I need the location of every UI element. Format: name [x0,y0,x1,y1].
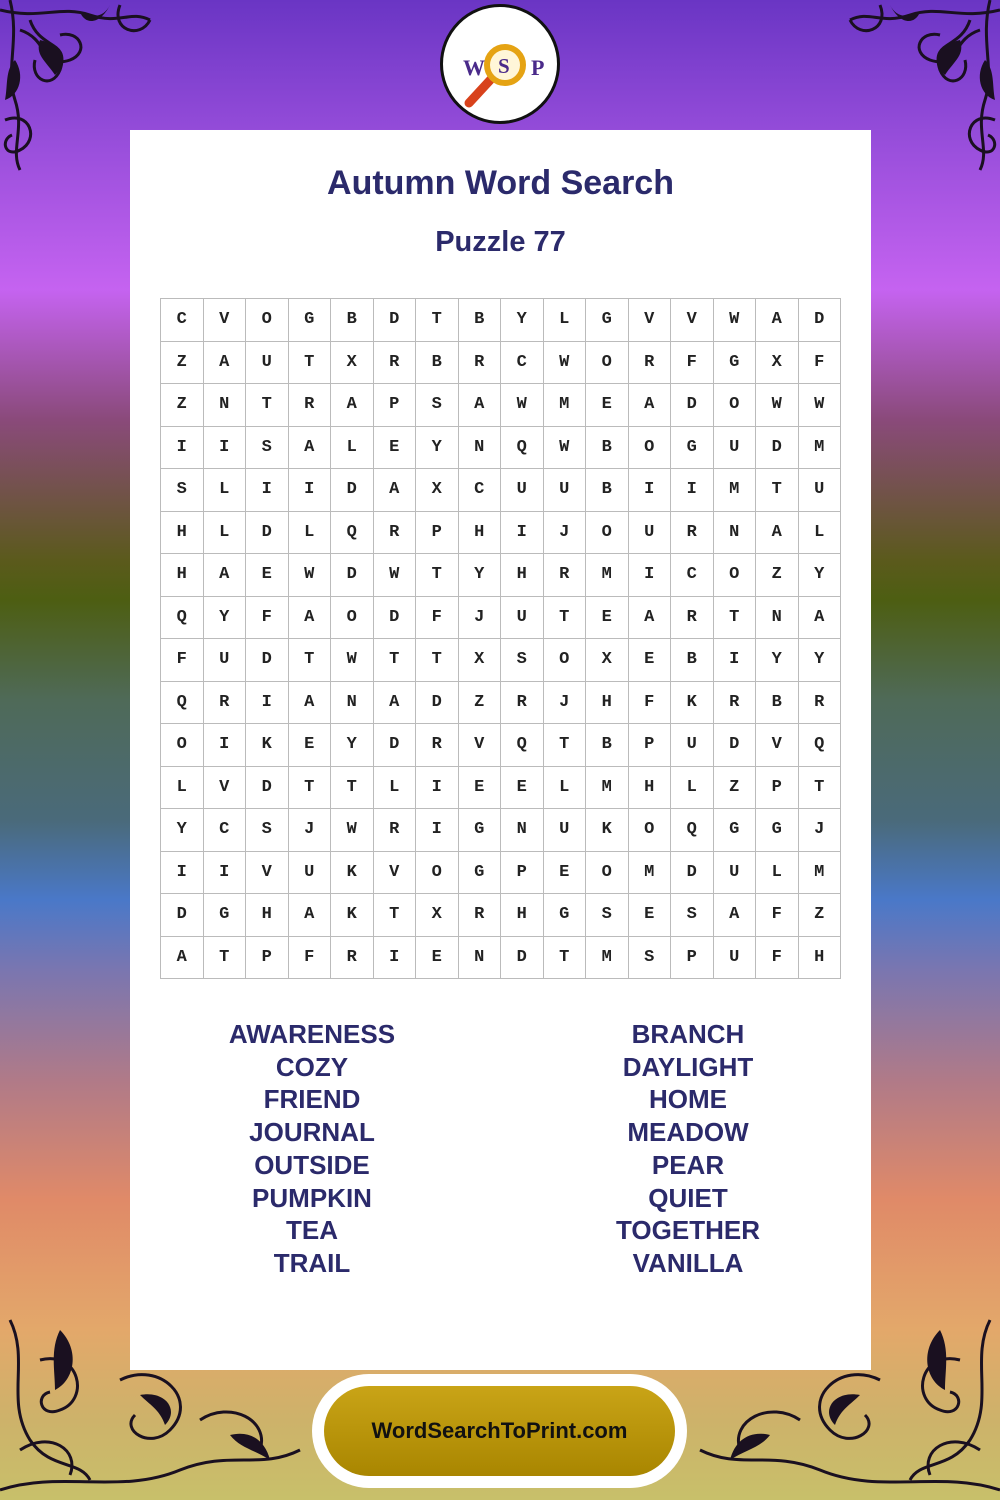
grid-cell[interactable]: O [586,512,629,555]
grid-cell[interactable]: X [416,894,459,937]
grid-cell[interactable]: A [629,384,672,427]
grid-cell[interactable]: C [204,809,247,852]
grid-cell[interactable]: C [671,554,714,597]
grid-cell[interactable]: D [501,937,544,980]
grid-cell[interactable]: V [246,852,289,895]
grid-cell[interactable]: I [416,767,459,810]
grid-cell[interactable]: F [629,682,672,725]
grid-cell[interactable]: D [246,512,289,555]
grid-cell[interactable]: F [671,342,714,385]
grid-cell[interactable]: U [629,512,672,555]
grid-cell[interactable]: S [586,894,629,937]
grid-cell[interactable]: F [756,894,799,937]
grid-cell[interactable]: W [331,809,374,852]
grid-cell[interactable]: R [671,512,714,555]
grid-cell[interactable]: W [714,299,757,342]
grid-cell[interactable]: T [246,384,289,427]
grid-cell[interactable]: E [374,427,417,470]
grid-cell[interactable]: B [586,469,629,512]
grid-cell[interactable]: D [756,427,799,470]
grid-cell[interactable]: G [459,809,502,852]
grid-cell[interactable]: I [416,809,459,852]
grid-cell[interactable]: A [756,512,799,555]
grid-cell[interactable]: A [289,597,332,640]
grid-cell[interactable]: C [161,299,204,342]
grid-cell[interactable]: T [756,469,799,512]
grid-cell[interactable]: U [289,852,332,895]
grid-cell[interactable]: I [671,469,714,512]
grid-cell[interactable]: P [374,384,417,427]
grid-cell[interactable]: E [501,767,544,810]
wsp-logo[interactable] [440,4,560,124]
grid-cell[interactable]: A [799,597,842,640]
grid-cell[interactable]: M [586,554,629,597]
grid-cell[interactable]: J [289,809,332,852]
grid-cell[interactable]: R [204,682,247,725]
grid-cell[interactable]: A [289,427,332,470]
grid-cell[interactable]: A [204,342,247,385]
grid-cell[interactable]: Y [161,809,204,852]
grid-cell[interactable]: L [204,469,247,512]
grid-cell[interactable]: R [629,342,672,385]
grid-cell[interactable]: D [374,299,417,342]
grid-cell[interactable]: O [544,639,587,682]
grid-cell[interactable]: J [459,597,502,640]
grid-cell[interactable]: O [331,597,374,640]
grid-cell[interactable]: R [374,809,417,852]
grid-cell[interactable]: G [671,427,714,470]
grid-cell[interactable]: L [204,512,247,555]
grid-cell[interactable]: A [204,554,247,597]
grid-cell[interactable]: B [416,342,459,385]
grid-cell[interactable]: I [501,512,544,555]
grid-cell[interactable]: S [671,894,714,937]
grid-cell[interactable]: T [331,767,374,810]
word-item: MEADOW [627,1117,749,1148]
grid-cell[interactable]: Z [161,342,204,385]
grid-cell[interactable]: T [289,767,332,810]
grid-cell[interactable]: G [544,894,587,937]
grid-cell[interactable]: E [586,597,629,640]
word-list-left [162,1018,462,1280]
grid-cell[interactable]: W [289,554,332,597]
grid-cell[interactable]: D [331,554,374,597]
grid-cell[interactable]: Q [799,724,842,767]
grid-cell[interactable]: V [204,299,247,342]
grid-cell[interactable]: L [799,512,842,555]
grid-cell[interactable]: T [204,937,247,980]
grid-cell[interactable]: W [544,427,587,470]
grid-cell[interactable]: A [374,469,417,512]
grid-cell[interactable]: Y [331,724,374,767]
grid-cell[interactable]: L [289,512,332,555]
word-item: AWARENESS [228,1019,396,1049]
grid-cell[interactable]: M [714,469,757,512]
grid-cell[interactable]: S [246,427,289,470]
grid-cell[interactable]: D [374,597,417,640]
grid-cell[interactable]: R [671,597,714,640]
grid-cell[interactable]: R [501,682,544,725]
grid-cell[interactable]: W [501,384,544,427]
grid-cell[interactable]: M [586,937,629,980]
puzzle-card [130,130,871,1370]
grid-cell[interactable]: S [246,809,289,852]
grid-cell[interactable]: R [459,894,502,937]
grid-cell[interactable]: I [161,427,204,470]
grid-cell[interactable]: T [289,342,332,385]
grid-cell[interactable]: D [714,724,757,767]
grid-cell[interactable]: H [459,512,502,555]
grid-cell[interactable]: N [756,597,799,640]
grid-cell[interactable]: Q [501,427,544,470]
grid-cell[interactable]: J [799,809,842,852]
grid-cell[interactable]: L [544,767,587,810]
grid-cell[interactable]: K [671,682,714,725]
grid-cell[interactable]: Z [714,767,757,810]
grid-cell[interactable]: W [544,342,587,385]
grid-cell[interactable]: R [289,384,332,427]
grid-cell[interactable]: B [671,639,714,682]
grid-cell[interactable]: H [161,554,204,597]
grid-cell[interactable]: X [756,342,799,385]
grid-cell[interactable]: U [714,937,757,980]
word-item: JOURNAL [249,1117,375,1148]
grid-cell[interactable]: D [374,724,417,767]
grid-cell[interactable]: D [671,384,714,427]
letter-grid [160,298,841,979]
grid-cell[interactable]: R [544,554,587,597]
grid-cell[interactable]: O [714,554,757,597]
word-item: TOGETHER [616,1215,760,1246]
grid-cell[interactable]: V [204,767,247,810]
grid-cell[interactable]: E [586,384,629,427]
grid-cell[interactable]: T [416,554,459,597]
grid-cell[interactable]: R [331,937,374,980]
grid-cell[interactable]: L [374,767,417,810]
grid-cell[interactable]: L [161,767,204,810]
grid-cell[interactable]: S [629,937,672,980]
grid-cell[interactable]: G [204,894,247,937]
grid-cell[interactable]: E [246,554,289,597]
grid-cell[interactable]: R [416,724,459,767]
grid-cell[interactable]: F [161,639,204,682]
magnifier-icon [443,7,557,121]
grid-cell[interactable]: A [161,937,204,980]
grid-cell[interactable]: O [161,724,204,767]
grid-cell[interactable]: U [714,852,757,895]
grid-cell[interactable]: T [289,639,332,682]
logo-letter-s: S [498,54,510,78]
grid-cell[interactable]: A [289,682,332,725]
grid-cell[interactable]: Y [756,639,799,682]
grid-cell[interactable]: I [204,852,247,895]
grid-cell[interactable]: G [459,852,502,895]
grid-cell[interactable]: B [756,682,799,725]
grid-cell[interactable]: E [629,894,672,937]
grid-cell[interactable]: X [331,342,374,385]
grid-cell[interactable]: N [459,937,502,980]
grid-cell[interactable]: J [544,682,587,725]
grid-cell[interactable]: H [629,767,672,810]
grid-cell[interactable]: C [459,469,502,512]
grid-cell[interactable]: F [289,937,332,980]
grid-cell[interactable]: T [544,937,587,980]
grid-cell[interactable]: A [374,682,417,725]
grid-cell[interactable]: U [799,469,842,512]
grid-cell[interactable]: N [459,427,502,470]
grid-cell[interactable]: P [756,767,799,810]
grid-cell[interactable]: X [586,639,629,682]
grid-cell[interactable]: B [586,724,629,767]
grid-cell[interactable]: S [161,469,204,512]
grid-cell[interactable]: E [289,724,332,767]
grid-cell[interactable]: H [586,682,629,725]
grid-cell[interactable]: M [799,852,842,895]
grid-cell[interactable]: O [416,852,459,895]
grid-cell[interactable]: Z [161,384,204,427]
grid-cell[interactable]: K [331,894,374,937]
grid-cell[interactable]: Y [459,554,502,597]
grid-cell[interactable]: Y [799,554,842,597]
grid-cell[interactable]: T [544,724,587,767]
grid-cell[interactable]: T [374,894,417,937]
grid-cell[interactable]: N [501,809,544,852]
grid-cell[interactable]: L [331,427,374,470]
word-item: TEA [286,1215,338,1246]
grid-cell[interactable]: A [331,384,374,427]
grid-cell[interactable]: Y [416,427,459,470]
grid-cell[interactable]: G [289,299,332,342]
grid-cell[interactable]: M [586,767,629,810]
grid-cell[interactable]: B [459,299,502,342]
grid-cell[interactable]: A [714,894,757,937]
grid-cell[interactable]: H [799,937,842,980]
grid-cell[interactable]: G [714,342,757,385]
grid-cell[interactable]: L [756,852,799,895]
grid-cell[interactable]: P [629,724,672,767]
page-title: Autumn Word Search [327,164,674,202]
word-list-right [538,1018,838,1280]
grid-cell[interactable]: D [671,852,714,895]
grid-cell[interactable]: F [756,937,799,980]
word-item: FRIEND [263,1084,361,1115]
grid-cell[interactable]: Q [161,682,204,725]
grid-cell[interactable]: G [586,299,629,342]
grid-cell[interactable]: W [331,639,374,682]
word-item: PEAR [651,1149,725,1180]
grid-cell[interactable]: E [459,767,502,810]
grid-cell[interactable]: A [459,384,502,427]
grid-cell[interactable]: X [459,639,502,682]
grid-cell[interactable]: A [289,894,332,937]
word-item: HOME [649,1084,727,1115]
grid-cell[interactable]: R [374,342,417,385]
grid-cell[interactable]: H [501,894,544,937]
grid-cell[interactable]: Z [799,894,842,937]
grid-cell[interactable]: O [629,427,672,470]
grid-cell[interactable]: J [544,512,587,555]
puzzle-number: Puzzle 77 [435,226,566,258]
grid-cell[interactable]: R [714,682,757,725]
grid-cell[interactable]: O [629,809,672,852]
grid-cell[interactable]: A [629,597,672,640]
grid-cell[interactable]: E [629,639,672,682]
grid-cell[interactable]: R [459,342,502,385]
grid-cell[interactable]: U [544,469,587,512]
word-item: COZY [275,1051,349,1082]
word-item: OUTSIDE [254,1149,370,1180]
grid-cell[interactable]: F [799,342,842,385]
grid-cell[interactable]: R [374,512,417,555]
grid-cell[interactable]: U [544,809,587,852]
grid-cell[interactable]: T [416,299,459,342]
grid-cell[interactable]: U [501,597,544,640]
grid-cell[interactable]: M [544,384,587,427]
grid-cell[interactable]: W [756,384,799,427]
grid-cell[interactable]: G [714,809,757,852]
grid-cell[interactable]: T [714,597,757,640]
grid-cell[interactable]: D [331,469,374,512]
grid-cell[interactable]: E [544,852,587,895]
grid-cell[interactable]: H [246,894,289,937]
grid-cell[interactable]: G [756,809,799,852]
grid-cell[interactable]: I [246,682,289,725]
grid-cell[interactable]: O [586,342,629,385]
grid-cell[interactable]: I [246,469,289,512]
grid-cell[interactable]: F [416,597,459,640]
grid-cell[interactable]: B [331,299,374,342]
grid-cell[interactable]: S [416,384,459,427]
grid-cell[interactable]: Y [501,299,544,342]
grid-cell[interactable]: Y [204,597,247,640]
grid-cell[interactable]: D [246,767,289,810]
grid-cell[interactable]: A [756,299,799,342]
grid-cell[interactable]: T [544,597,587,640]
grid-cell[interactable]: V [459,724,502,767]
grid-cell[interactable]: T [799,767,842,810]
word-item: DAYLIGHT [622,1051,754,1082]
word-item: VANILLA [632,1247,744,1278]
grid-cell[interactable]: I [629,469,672,512]
grid-cell[interactable]: T [416,639,459,682]
grid-cell[interactable]: P [671,937,714,980]
word-item: TRAIL [273,1247,351,1278]
grid-cell[interactable]: W [374,554,417,597]
grid-cell[interactable]: Z [756,554,799,597]
grid-cell[interactable]: U [204,639,247,682]
grid-cell[interactable]: B [586,427,629,470]
grid-cell[interactable]: M [629,852,672,895]
footer-badge [312,1374,687,1488]
grid-cell[interactable]: K [331,852,374,895]
grid-cell[interactable]: C [501,342,544,385]
grid-cell[interactable]: I [204,724,247,767]
word-item: BRANCH [631,1019,745,1049]
grid-cell[interactable]: D [799,299,842,342]
grid-cell[interactable]: I [204,427,247,470]
grid-cell[interactable]: Q [501,724,544,767]
word-item: PUMPKIN [252,1182,372,1213]
grid-cell[interactable]: I [289,469,332,512]
grid-cell[interactable]: N [714,512,757,555]
grid-cell[interactable]: V [671,299,714,342]
word-item: QUIET [648,1182,728,1213]
grid-cell[interactable]: Q [161,597,204,640]
grid-cell[interactable]: I [629,554,672,597]
grid-cell[interactable]: N [204,384,247,427]
grid-cell[interactable]: X [416,469,459,512]
grid-cell[interactable]: I [374,937,417,980]
grid-cell[interactable]: V [374,852,417,895]
grid-cell[interactable]: U [714,427,757,470]
grid-cell[interactable]: P [246,937,289,980]
grid-cell[interactable]: D [416,682,459,725]
grid-cell[interactable]: Z [459,682,502,725]
grid-cell[interactable]: Q [671,809,714,852]
grid-cell[interactable]: M [799,427,842,470]
grid-cell[interactable]: S [501,639,544,682]
grid-cell[interactable]: V [629,299,672,342]
grid-cell[interactable]: R [799,682,842,725]
grid-cell[interactable]: P [501,852,544,895]
grid-cell[interactable]: I [161,852,204,895]
site-link[interactable]: WordSearchToPrint.com [324,1386,675,1476]
grid-cell[interactable]: P [416,512,459,555]
grid-cell[interactable]: U [501,469,544,512]
grid-cell[interactable]: H [501,554,544,597]
grid-cell[interactable]: Y [799,639,842,682]
grid-cell[interactable]: Q [331,512,374,555]
grid-cell[interactable]: O [714,384,757,427]
grid-cell[interactable]: E [416,937,459,980]
grid-cell[interactable]: V [756,724,799,767]
grid-cell[interactable]: O [246,299,289,342]
logo-letter-w: W [463,55,485,80]
grid-cell[interactable]: D [161,894,204,937]
grid-cell[interactable]: N [331,682,374,725]
grid-cell[interactable]: F [246,597,289,640]
grid-cell[interactable]: D [246,639,289,682]
grid-cell[interactable]: H [161,512,204,555]
grid-cell[interactable]: W [799,384,842,427]
grid-cell[interactable]: L [671,767,714,810]
grid-cell[interactable]: U [246,342,289,385]
grid-cell[interactable]: K [586,809,629,852]
grid-cell[interactable]: U [671,724,714,767]
grid-cell[interactable]: L [544,299,587,342]
grid-cell[interactable]: I [714,639,757,682]
grid-cell[interactable]: K [246,724,289,767]
grid-cell[interactable]: O [586,852,629,895]
grid-cell[interactable]: T [374,639,417,682]
logo-letter-p: P [531,55,545,80]
